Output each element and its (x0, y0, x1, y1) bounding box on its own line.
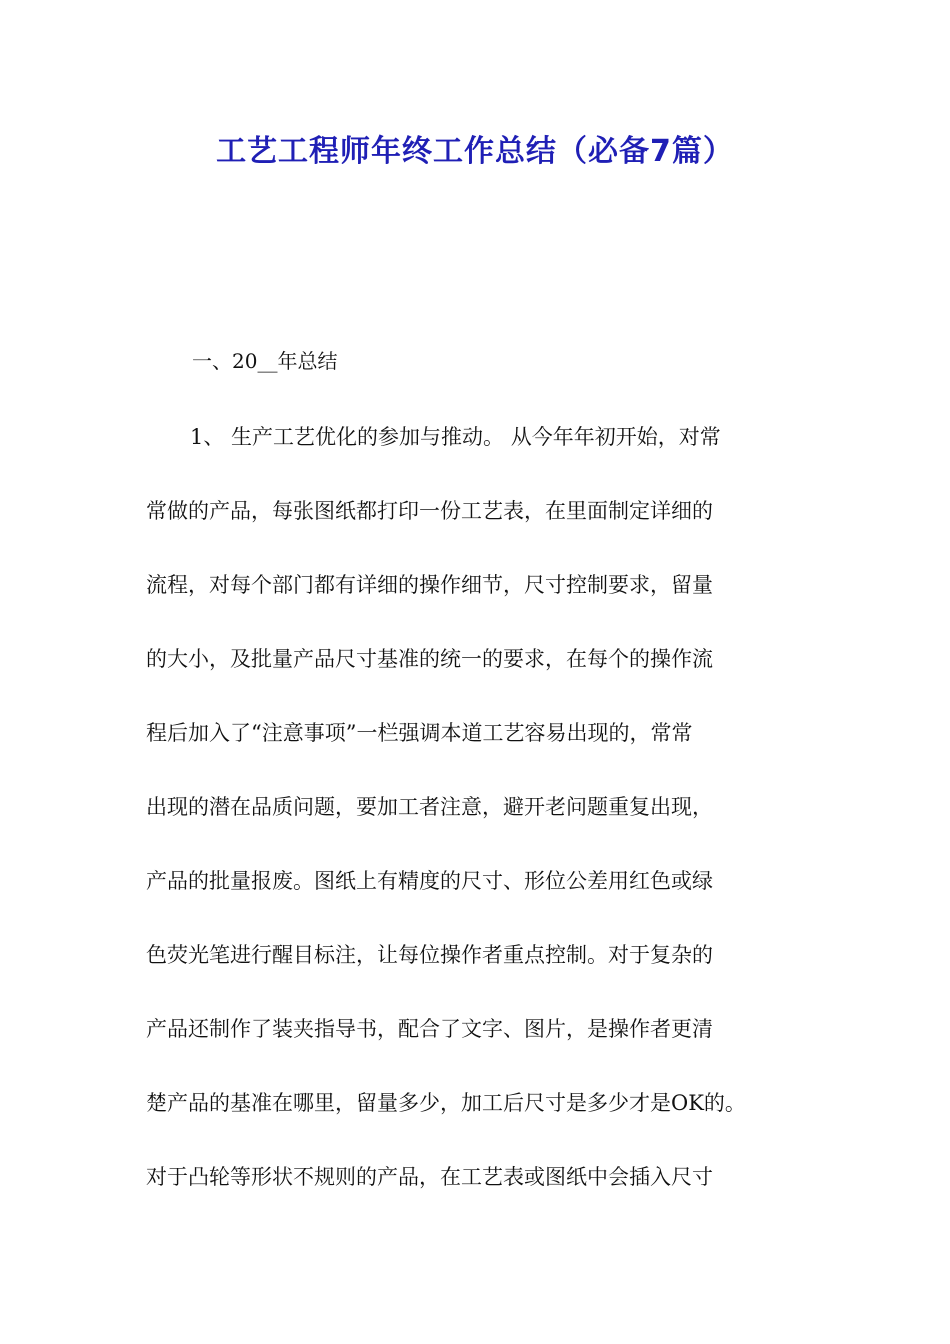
paragraph-line: 对于凸轮等形状不规则的产品，在工艺表或图纸中会插入尺寸 (146, 1165, 713, 1189)
body-paragraph (146, 418, 816, 1232)
paragraph-line: 色荧光笔进行醒目标注，让每位操作者重点控制。对于复杂的 (146, 943, 713, 967)
paragraph-line: 的大小，及批量产品尺寸基准的统一的要求，在每个的操作流 (146, 647, 713, 671)
paragraph-line: 常做的产品，每张图纸都打印一份工艺表，在里面制定详细的 (146, 499, 713, 523)
section-heading: 一、20__年总结 (192, 349, 338, 373)
paragraph-line: 出现的潜在品质问题，要加工者注意，避开老问题重复出现， (146, 795, 713, 819)
paragraph-line: 程后加入了“注意事项”一栏强调本道工艺容易出现的，常常 (146, 721, 693, 745)
paragraph-line: 1、 生产工艺优化的参加与推动。 从今年年初开始，对常 (190, 425, 721, 449)
paragraph-line: 流程，对每个部门都有详细的操作细节，尺寸控制要求，留量 (146, 573, 713, 597)
paragraph-line: 楚产品的基准在哪里，留量多少，加工后尺寸是多少才是OK的。 (146, 1091, 746, 1115)
document-title: 工艺工程师年终工作总结（必备7篇） (216, 134, 734, 169)
paragraph-line: 产品还制作了装夹指导书，配合了文字、图片，是操作者更清 (146, 1017, 713, 1041)
paragraph-line: 产品的批量报废。图纸上有精度的尺寸、形位公差用红色或绿 (146, 869, 713, 893)
